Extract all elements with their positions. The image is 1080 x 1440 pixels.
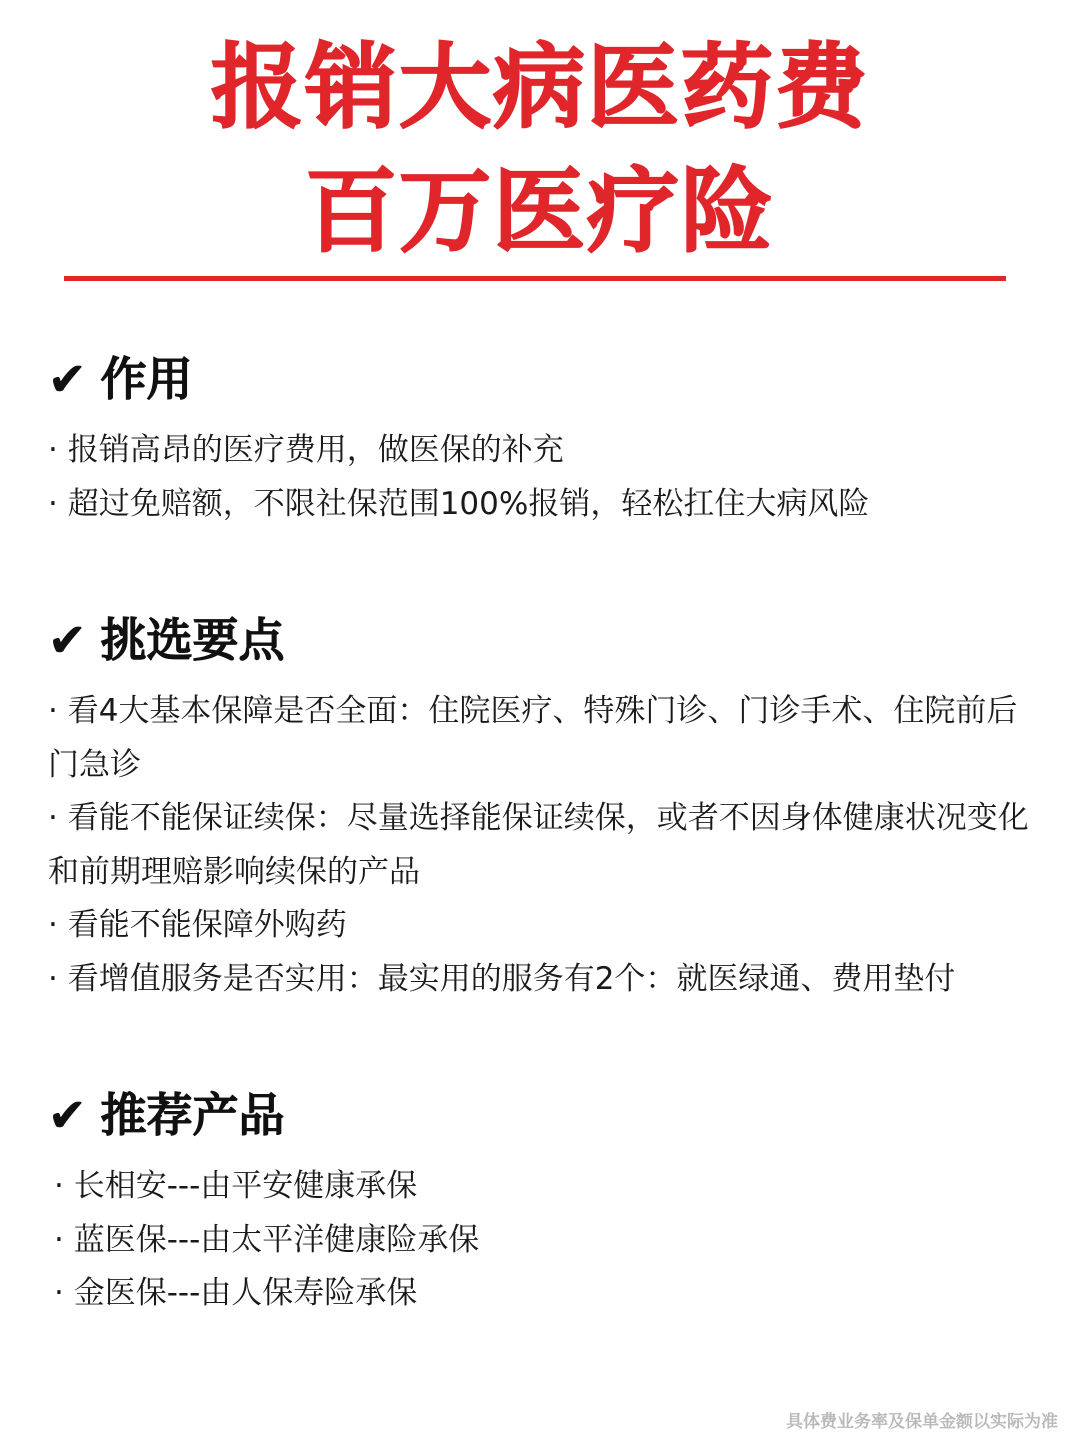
list-item: · 看能不能保障外购药 bbox=[48, 907, 347, 943]
section-heading-recommended-products bbox=[48, 1088, 285, 1142]
section-selection-points-list bbox=[48, 685, 1038, 1006]
list-item: · 金医保---由人保寿险承保 bbox=[54, 1275, 418, 1311]
section-heading-text: 挑选要点 bbox=[100, 613, 285, 667]
list-item: · 蓝医保---由太平洋健康险承保 bbox=[54, 1221, 480, 1258]
section-recommended-products-list bbox=[54, 1160, 1044, 1321]
section-heading-selection-points bbox=[48, 613, 285, 667]
list-item: · 报销高昂的医疗费用，做医保的补充 bbox=[48, 432, 564, 468]
list-item: · 超过免赔额，不限社保范围100%报销，轻松扛住大病风险 bbox=[48, 485, 870, 522]
list-item: · 看能不能保证续保：尽量选择能保证续保，或者不因身体健康状况变化和前期理赔影响续保的产品 bbox=[48, 800, 1029, 890]
section-heading-text: 推荐产品 bbox=[100, 1088, 285, 1142]
footnote-disclaimer: 具体费业务率及保单金额以实际为准 bbox=[786, 1412, 1058, 1432]
section-heading-text: 作用 bbox=[100, 352, 193, 406]
page-title-line-2: 百万医疗险 bbox=[304, 158, 775, 265]
list-item: · 看增值服务是否实用：最实用的服务有2个：就医绿通、费用垫付 bbox=[48, 960, 956, 997]
list-item: · 长相安---由平安健康承保 bbox=[54, 1168, 418, 1204]
checkmark-icon: ✔ bbox=[48, 352, 87, 406]
checkmark-icon: ✔ bbox=[48, 1088, 87, 1142]
section-function-list bbox=[48, 424, 1038, 531]
list-item: · 看4大基本保障是否全面：住院医疗、特殊门诊、门诊手术、住院前后门急诊 bbox=[48, 693, 1018, 783]
page-title-line-1: 报销大病医药费 bbox=[210, 34, 869, 141]
title-divider bbox=[64, 276, 1006, 281]
checkmark-icon: ✔ bbox=[48, 613, 87, 667]
section-heading-function bbox=[48, 352, 193, 406]
